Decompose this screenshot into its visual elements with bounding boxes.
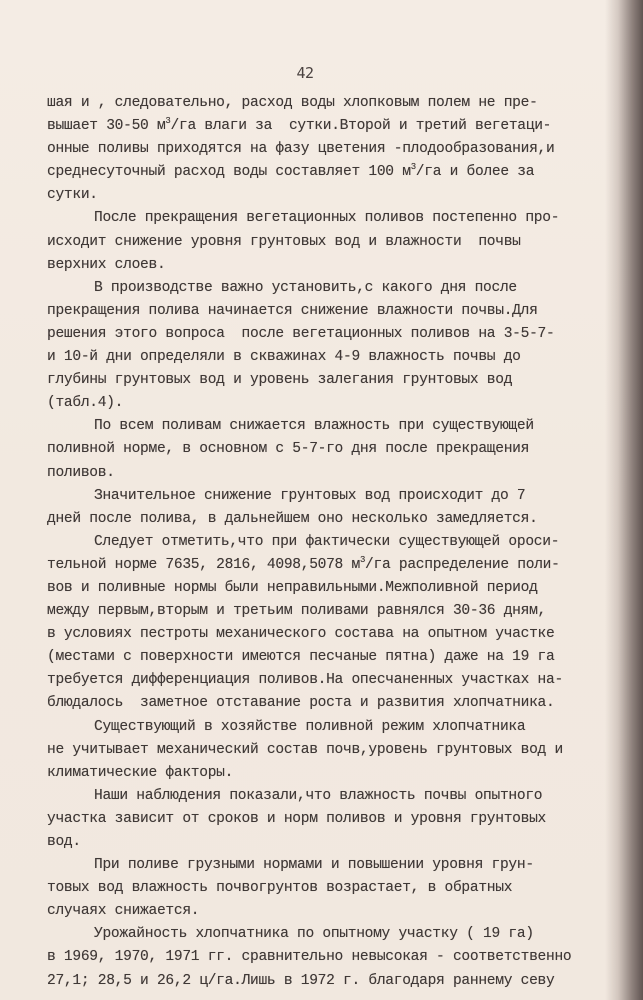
paragraph-start-line: Значительное снижение грунтовых вод происходит до 7	[94, 487, 526, 504]
text-line: вод.	[47, 834, 81, 850]
text-line: онные поливы приходятся на фазу цветения -плодообразования,и	[47, 141, 555, 158]
text-line: шая и , следовательно, расход воды хлопковым полем не пре-	[47, 95, 538, 111]
text-line: сутки.	[47, 187, 98, 204]
text-segment: среднесуточный расход воды составляет 100 м	[47, 164, 411, 181]
paragraph-start-line: При поливе грузными нормами и повышении уровня грун-	[94, 857, 534, 874]
text-line: в условиях пестроты механического состава на опытном участке	[47, 626, 555, 643]
text-line: вов и поливные нормы были неправильными.Межполивной период	[47, 579, 538, 596]
text-line: климатические факторы.	[47, 764, 234, 781]
text-line: глубины грунтовых вод и уровень залегания грунтовых вод	[47, 372, 513, 389]
text-line: прекращения полива начинается снижение влажности почвы.Для	[47, 302, 538, 319]
text-line: (табл.4).	[47, 395, 124, 412]
paragraph-start-line: После прекращения вегетационных поливов постепенно про-	[94, 210, 560, 227]
text-line: участка зависит от сроков и норм поливов и уровня грунтовых	[47, 810, 547, 827]
text-line: товых вод влажность почвогрунтов возрастает, в обратных	[47, 880, 513, 897]
text-segment: /га распределение поли-	[365, 556, 560, 573]
text-line: блюдалось заметное отставание роста и развития хлопчатника.	[47, 695, 555, 712]
text-line: в 1969, 1970, 1971 гг. сравнительно невысокая - соответственно	[47, 949, 572, 966]
text-line: не учитывает механический состав почв,уровень грунтовых вод и	[47, 741, 563, 758]
superscript: 3	[359, 554, 366, 565]
text-line: (местами с поверхности имеются песчаные пятна) даже на 19 га	[47, 649, 555, 666]
text-line: решения этого вопроса после вегетационных поливов на 3-5-7-	[47, 325, 555, 342]
text-line: и 10-й дни определяли в скважинах 4-9 влажность почвы до	[47, 349, 521, 366]
paragraph-start-line: Наши наблюдения показали,что влажность почвы опытного	[94, 787, 543, 804]
text-segment: /га и более за	[415, 164, 535, 181]
text-line: поливной норме, в основном с 5-7-го дня после прекращения	[47, 441, 530, 458]
paragraph-start-line: Следует отметить,что при фактически существующей ороси-	[94, 533, 560, 550]
text-line: между первым,вторым и третьим поливами равнялся 30-36 дням,	[47, 603, 547, 620]
body-text	[47, 92, 607, 993]
paragraph-start-line: В производстве важно установить,с какого дня после	[94, 279, 517, 296]
text-line	[47, 554, 607, 577]
text-line	[47, 115, 607, 138]
text-line: требуется дифференциация поливов.На опесчаненных участках на-	[47, 672, 563, 689]
text-line: 27,1; 28,5 и 26,2 ц/га.Лишь в 1972 г. благодаря раннему севу	[47, 972, 555, 989]
text-line: поливов.	[47, 464, 115, 481]
paragraph-start-line: По всем поливам снижается влажность при существующей	[94, 418, 534, 435]
superscript: 3	[165, 116, 171, 127]
superscript: 3	[410, 162, 416, 173]
text-segment: /га влаги за сутки.Второй и третий вегетаци-	[170, 118, 552, 135]
text-line: дней после полива, в дальнейшем оно несколько замедляется.	[47, 510, 538, 527]
text-segment: вышает 30-50 м	[47, 118, 166, 135]
page-number: 42	[296, 64, 314, 82]
text-line: случаях снижается.	[47, 903, 200, 920]
text-line: верхних слоев.	[47, 256, 166, 273]
paragraph-start-line: Существующий в хозяйстве поливной режим хлопчатника	[94, 718, 526, 735]
text-line	[47, 161, 607, 184]
text-line: исходит снижение уровня грунтовых вод и влажности почвы	[47, 233, 521, 250]
paragraph-start-line: Урожайность хлопчатника по опытному участку ( 19 га)	[94, 926, 534, 943]
text-segment: тельной норме 7635, 2816, 4098,5078 м	[47, 556, 360, 573]
